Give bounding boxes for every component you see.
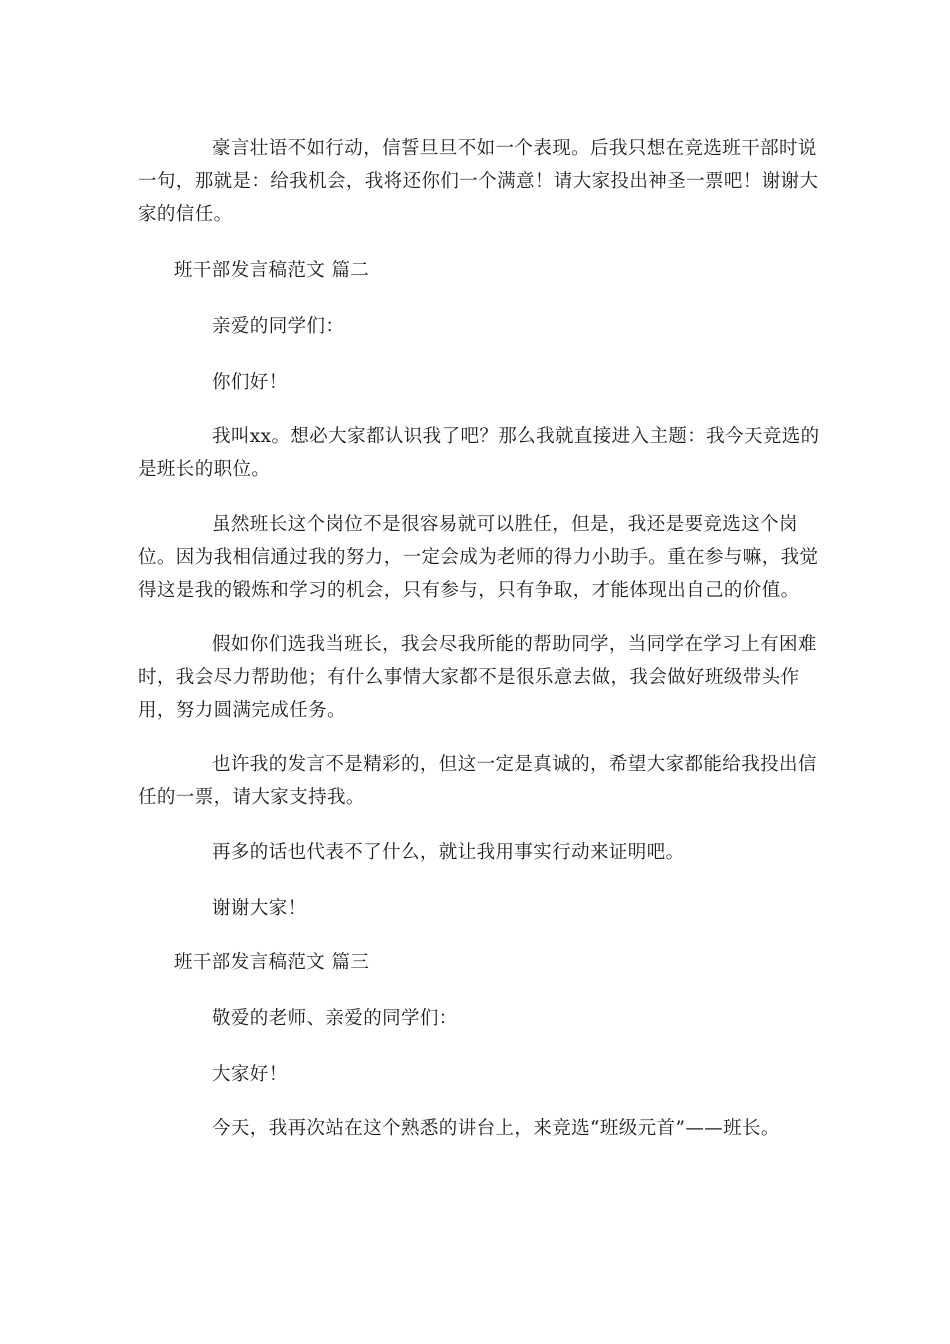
greeting-paragraph: 亲爱的同学们： — [212, 316, 345, 337]
thanks-paragraph: 谢谢大家！ — [212, 898, 307, 919]
section-heading-3: 班干部发言稿范文 篇三 — [174, 952, 370, 973]
body-paragraph-3: 也许我的发言不是精彩的，但这一定是真诚的，希望大家都能给我投出信任的一票，请大家支持我。 — [138, 754, 817, 808]
body-paragraph-4: 再多的话也代表不了什么，就让我用事实行动来证明吧。 — [212, 842, 685, 863]
closing-paragraph: 豪言壮语不如行动，信誓旦旦不如一个表现。后我只想在竞选班干部时说一句，那就是：给我机会，我将还你们一个满意！请大家投出神圣一票吧！谢谢大家的信任。 — [138, 138, 819, 225]
intro-paragraph: 我叫xx。想必大家都认识我了吧？那么我就直接进入主题：我今天竞选的是班长的职位。 — [138, 426, 820, 480]
section-heading-2: 班干部发言稿范文 篇二 — [174, 260, 370, 281]
intro-paragraph-3: 今天，我再次站在这个熟悉的讲台上，来竞选“班级元首”——班长。 — [212, 1118, 780, 1139]
greeting-paragraph-3: 敬爱的老师、亲爱的同学们： — [212, 1008, 458, 1029]
hello-paragraph: 你们好！ — [212, 372, 288, 393]
body-paragraph-1: 虽然班长这个岗位不是很容易就可以胜任，但是，我还是要竞选这个岗位。因为我相信通过我的努力，一定会成为老师的得力小助手。重在参与嘛，我觉得这是我的锻炼和学习的机会，只有参与，只有争取，才能体现出自己的价值。 — [138, 514, 819, 601]
body-paragraph-2: 假如你们选我当班长，我会尽我所能的帮助同学，当同学在学习上有困难时，我会尽力帮助他；有什么事情大家都不是很乐意去做，我会做好班级带头作用，努力圆满完成任务。 — [138, 634, 817, 721]
hello-paragraph-3: 大家好！ — [212, 1064, 288, 1085]
